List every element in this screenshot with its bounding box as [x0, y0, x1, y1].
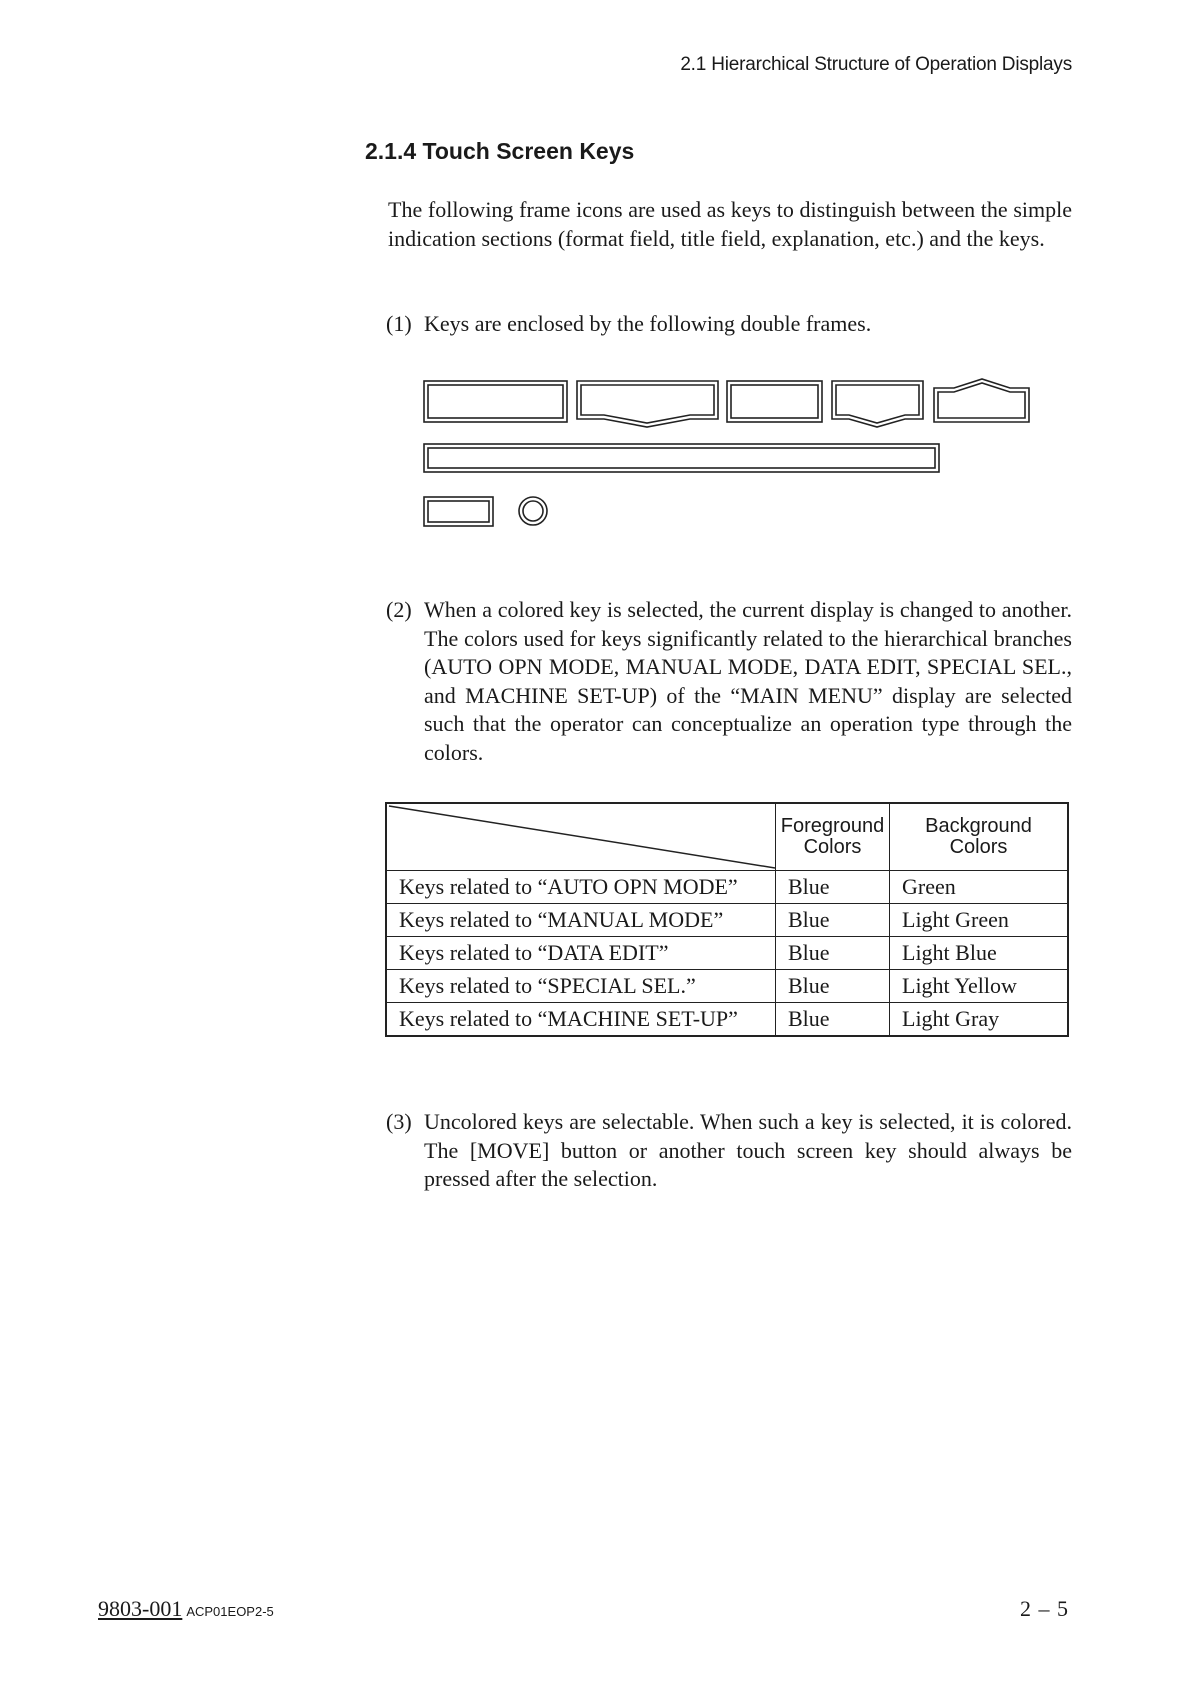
background-color-cell: Green — [890, 871, 1069, 904]
list-item-number: (1) — [386, 311, 412, 336]
list-item-3 — [386, 1108, 1072, 1194]
foreground-colors-header: Foreground Colors — [776, 803, 890, 871]
small-square-frame-icon — [424, 497, 493, 526]
foreground-color-cell: Blue — [776, 871, 890, 904]
list-item-number: (2) — [386, 597, 412, 622]
list-item-2 — [386, 596, 1072, 767]
background-color-cell: Light Gray — [890, 1003, 1069, 1037]
long-bar-frame-icon — [424, 444, 939, 472]
row-label: Keys related to “AUTO OPN MODE” — [386, 871, 776, 904]
list-item-text: Keys are enclosed by the following double frames. — [424, 311, 872, 336]
doc-code: ACP01EOP2-5 — [186, 1604, 274, 1619]
circle-frame-icon — [519, 497, 547, 525]
list-item-text: When a colored key is selected, the current display is changed to another. The colors used for keys significantly related to the hierarchical branches (AUTO OPN MODE, MANUAL MODE, DATA EDIT, SPECIAL SEL., and MACHINE SET-UP) of the “MAIN MENU” display are selected such that the operator can conceptualize an operation type through the colors. — [424, 597, 1072, 765]
foreground-color-cell: Blue — [776, 937, 890, 970]
row-label: Keys related to “MACHINE SET-UP” — [386, 1003, 776, 1037]
table-header-row — [386, 803, 1068, 871]
list-item-number: (3) — [386, 1109, 412, 1134]
foreground-color-cell: Blue — [776, 1003, 890, 1037]
top-pointed-frame-icon — [934, 379, 1029, 422]
table-row — [386, 1003, 1068, 1037]
doc-number: 9803-001 — [98, 1596, 183, 1621]
diagonal-corner-cell — [386, 803, 776, 871]
table-row — [386, 970, 1068, 1003]
background-color-cell: Light Blue — [890, 937, 1069, 970]
key-color-table — [385, 802, 1069, 1037]
table-row — [386, 871, 1068, 904]
table-row — [386, 937, 1068, 970]
diagonal-line — [387, 804, 777, 870]
section-title: 2.1.4 Touch Screen Keys — [365, 138, 635, 164]
table-row — [386, 904, 1068, 937]
background-colors-header: Background Colors — [890, 803, 1069, 871]
foreground-color-cell: Blue — [776, 970, 890, 1003]
row-label: Keys related to “DATA EDIT” — [386, 937, 776, 970]
background-color-cell: Light Green — [890, 904, 1069, 937]
wide-rectangle-frame-icon — [424, 381, 567, 422]
list-item-text: Uncolored keys are selectable. When such a key is selected, it is colored. The [MOVE] button or another touch screen key should always be pressed after the selection. — [424, 1109, 1072, 1191]
intro-paragraph: The following frame icons are used as keys to distinguish between the simple indication sections (format field, title field, explanation, etc.) and the keys. — [388, 197, 1072, 251]
rectangle-frame-icon — [727, 381, 822, 422]
row-label: Keys related to “MANUAL MODE” — [386, 904, 776, 937]
bottom-pointed-frame-icon — [577, 381, 718, 427]
small-bottom-pointed-frame-icon — [832, 381, 923, 427]
key-frame-illustration — [0, 0, 1187, 560]
footer-doc-number — [98, 1596, 274, 1622]
foreground-color-cell: Blue — [776, 904, 890, 937]
background-color-cell: Light Yellow — [890, 970, 1069, 1003]
page-number: 2 – 5 — [1020, 1596, 1069, 1621]
running-header: 2.1 Hierarchical Structure of Operation Displays — [680, 54, 1072, 75]
row-label: Keys related to “SPECIAL SEL.” — [386, 970, 776, 1003]
